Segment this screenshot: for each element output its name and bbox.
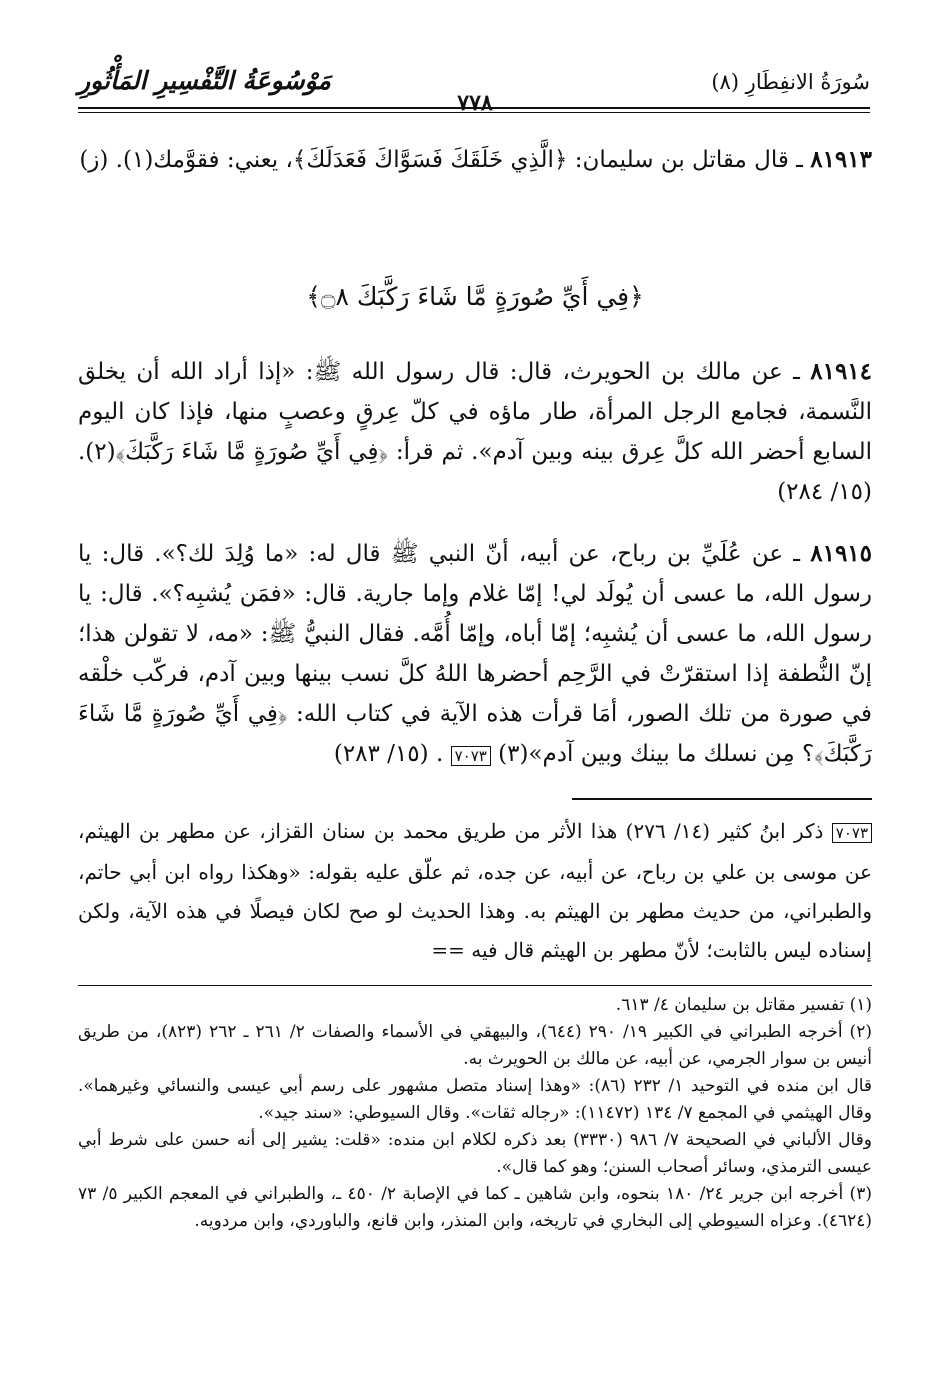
header-rule bbox=[78, 107, 870, 109]
narration-81914 bbox=[78, 352, 872, 512]
narration-text: ـ عن عُلَيِّ بن رباح، عن أبيه، أنّ النبي ﷺ قال له: «ما وُلِدَ لك؟». قال: يا رسول الله، ما عسى أن يُولَد لي! إمّا غلام وإما جارية. قال: «فمَن يُشبِه؟». قال: يا رسول الله، ما عسى أن يُشبِه؛ إمّا أباه، وإمّا أُمَّه. فقال النبيُّ ﷺ: «مه، لا تقولن هذا؛ إنّ النُّطفة إذا استقرّتْ في الرَّحِم أحضرها اللهُ كلَّ نسب بينها وبين آدم، فركّب خلْقه في صورة من تلك الصور، أمَا قرأت هذه الآية في كتاب الله: ﴿فِي أَيِّ صُورَةٍ مَّا شَاءَ رَكَّبَكَ﴾؟ مِن نسلك ما بينك وبين آدم»(٣) bbox=[78, 541, 872, 767]
narration-81913 bbox=[78, 140, 872, 180]
volume-reference: . (١٥/ ٢٨٣) bbox=[333, 741, 444, 767]
footnote-2: (٢) أخرجه الطبراني في الكبير ١٩/ ٢٩٠ (٦٤٤)، والبيهقي في الأسماء والصفات ٢/ ٢٦١ ـ ٢٦٢ (٨٢٣)، من طريق أنيس بن سوار الجرمي، عن أبيه، عن مالك بن الحويرث به. bbox=[78, 1022, 872, 1069]
note-marker: ٧٠٧٣ bbox=[451, 746, 491, 766]
note-number: ٧٠٧٣ bbox=[832, 823, 872, 843]
narration-number: ٨١٩١٣ bbox=[810, 146, 872, 173]
footnote-2-note-a: قال ابن منده في التوحيد ١/ ٢٣٢ (٨٦): «وهذا إسناد متصل مشهور على رسم أبي عيسى والنسائي وغيرهما». وقال الهيثمي في المجمع ٧/ ١٣٤ (١١٤٧٢): «رجاله ثقات». وقال السيوطي: «سند جيد». bbox=[78, 1076, 873, 1123]
footnotes bbox=[78, 992, 872, 1235]
footnote-2-note-b: وقال الألباني في الصحيحة ٧/ ٩٨٦ (٣٣٣٠) بعد ذكره لكلام ابن منده: «قلت: يشير إلى أنه حسن على شرط أبي عيسى الترمذي، وسائر أصحاب السنن؛ وهو كما قال». bbox=[78, 1130, 872, 1177]
note-separator bbox=[572, 798, 872, 800]
narration-number: ٨١٩١٥ bbox=[810, 540, 873, 567]
narration-number: ٨١٩١٤ bbox=[810, 358, 873, 385]
narration-text: ـ قال مقاتل بن سليمان: ﴿الَّذِي خَلَقَكَ فَسَوَّاكَ فَعَدَلَكَ﴾، يعني: فقوَّمك(١). (ز) bbox=[79, 147, 803, 173]
book-title: مَوْسُوعَةُ التَّفْسِيرِ المَأْثُورِ bbox=[78, 66, 331, 95]
surah-label: سُورَةُ الانفِطَارِ (٨) bbox=[711, 70, 870, 94]
footnote-1: (١) تفسير مقاتل بن سليمان ٤/ ٦١٣. bbox=[615, 995, 872, 1015]
note-text: ذكر ابنُ كثير (١٤/ ٢٧٦) هذا الأثر من طريق محمد بن سنان القزاز، عن مطهر بن الهيثم، عن موسى بن علي بن رباح، عن أبيه، عن جده، ثم علّق عليه بقوله: «وهكذا رواه ابن أبي حاتم، والطبراني، من حديث مطهر بن الهيثم به. وهذا الحديث لو صح لكان فيصلًا في هذه الآية، ولكن إسناده ليس بالثابت؛ لأنّ مطهر بن الهيثم قال فيه == bbox=[78, 819, 872, 962]
header-rule-thin bbox=[78, 112, 870, 113]
footnote-separator bbox=[78, 985, 872, 986]
ayah-heading: ﴿فِي أَيِّ صُورَةٍ مَّا شَاءَ رَكَّبَكَ ۝٨﴾ bbox=[306, 282, 644, 311]
page-number: ٧٧٨ bbox=[457, 90, 493, 116]
narration-81915 bbox=[78, 534, 872, 776]
footnote-3: (٣) أخرجه ابن جرير ٢٤/ ١٨٠ بنحوه، وابن شاهين ـ كما في الإصابة ٢/ ٤٥٠ ـ، والطبراني في المعجم الكبير ٥/ ٧٣ (٤٦٢٤). وعزاه السيوطي إلى البخاري في تاريخه، وابن المنذر، وابن قانع، والباوردي، وابن مردويه. bbox=[78, 1184, 872, 1231]
editor-note bbox=[78, 812, 872, 970]
volume-reference: (١٥/ ٢٨٤) bbox=[777, 479, 872, 505]
narration-text: ـ عن مالك بن الحويرث، قال: قال رسول الله ﷺ: «إذا أراد الله أن يخلق النَّسمة، فجامع الرجل المرأة، طار ماؤه في كلّ عِرقٍ وعصبٍ منها، فإذا كان اليوم السابع أحضر الله كلَّ عِرق بينه وبين آدم». ثم قرأ: ﴿فِي أَيِّ صُورَةٍ مَّا شَاءَ رَكَّبَكَ﴾(٢). bbox=[78, 359, 872, 465]
